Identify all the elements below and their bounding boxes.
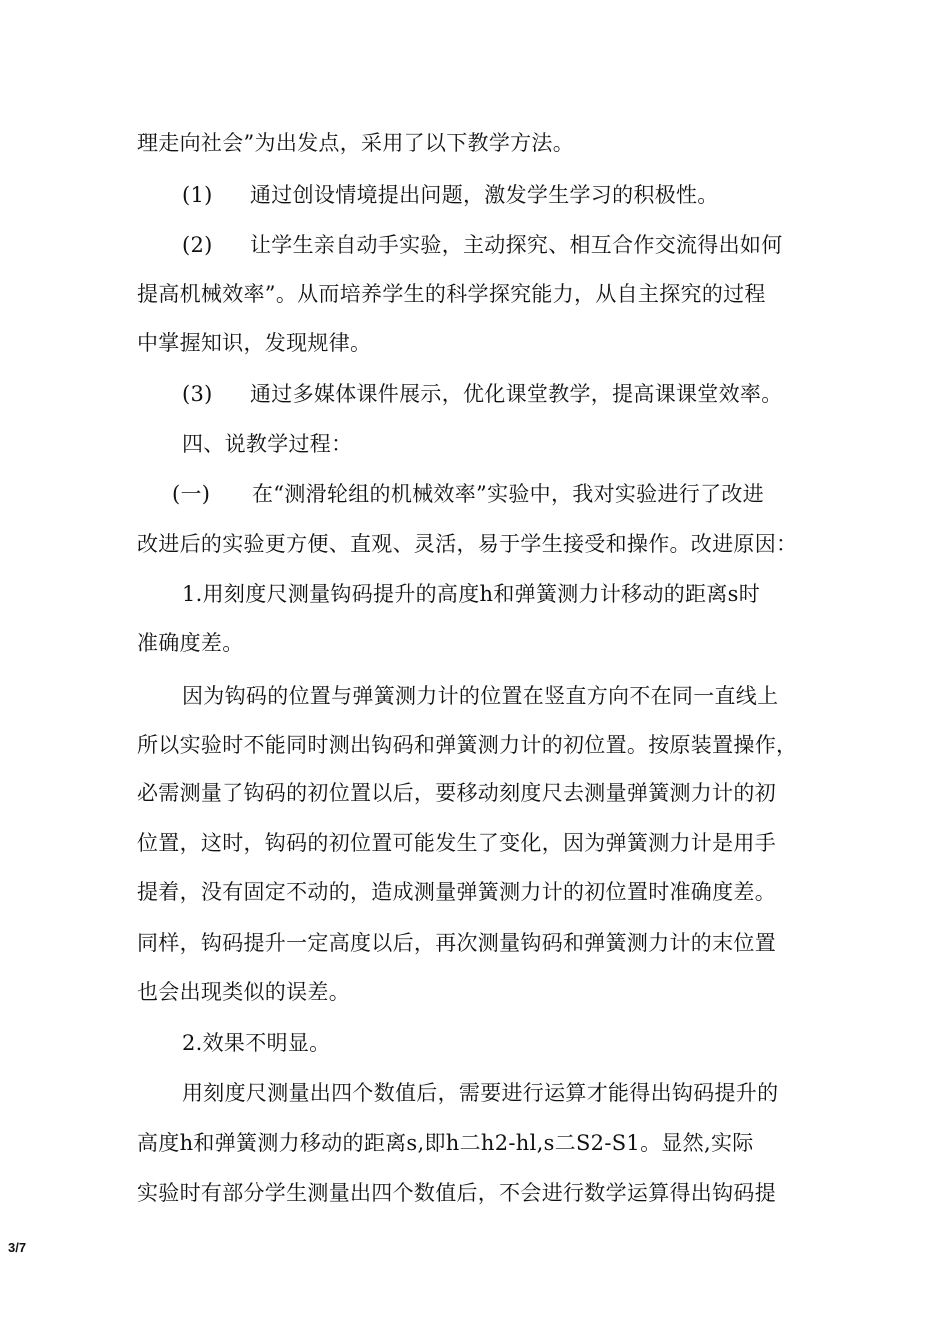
text-line: 提着，没有固定不动的，造成测量弹簧测力计的初位置时准确度差。 — [137, 880, 776, 904]
text-line: 位置，这时，钩码的初位置可能发生了变化，因为弹簧测力计是用手 — [137, 831, 776, 855]
list-item-1 — [182, 180, 719, 210]
text-line: 因为钩码的位置与弹簧测力计的位置在竖直方向不在同一直线上 — [182, 684, 779, 708]
text-line: 提高机械效率”。从而培养学生的科学探究能力，从自主探究的过程 — [137, 282, 766, 306]
text-line: 中掌握知识，发现规律。 — [137, 331, 372, 355]
list-item-2 — [182, 230, 783, 260]
subsection-text: 在“测滑轮组的机械效率”实验中，我对实验进行了改进 — [252, 482, 764, 506]
page-number: 3/7 — [8, 1240, 27, 1255]
text-line: 高度h和弹簧测力移动的距离s,即h二h2-hl,s二S2-S1。显然,实际 — [137, 1131, 754, 1155]
text-line: 2.效果不明显。 — [182, 1031, 331, 1055]
list-marker: (2) — [182, 233, 213, 257]
list-item-text: 通过创设情境提出问题，激发学生学习的积极性。 — [250, 183, 719, 207]
section-heading: 四、说教学过程： — [182, 432, 353, 456]
text-line: 必需测量了钩码的初位置以后，要移动刻度尺去测量弹簧测力计的初 — [137, 781, 776, 805]
text-line: 同样，钩码提升一定高度以后，再次测量钩码和弹簧测力计的末位置 — [137, 931, 776, 955]
text-line: 改进后的实验更方便、直观、灵活，易于学生接受和操作。改进原因： — [137, 532, 798, 556]
text-line: 实验时有部分学生测量出四个数值后，不会进行数学运算得出钩码提 — [137, 1181, 776, 1205]
text-line: 用刻度尺测量出四个数值后，需要进行运算才能得出钩码提升的 — [182, 1081, 779, 1105]
list-item-text: 通过多媒体课件展示，优化课堂教学，提高课课堂效率。 — [250, 382, 783, 406]
list-item-text: 让学生亲自动手实验，主动探究、相互合作交流得出如何 — [250, 233, 783, 257]
subsection-item — [172, 479, 764, 509]
text-line: 1.用刻度尺测量钩码提升的高度h和弹簧测力计移动的距离s时 — [182, 582, 761, 606]
subsection-marker: (一) — [172, 482, 211, 506]
list-marker: (1) — [182, 183, 213, 207]
list-item-3 — [182, 379, 783, 409]
text-line: 理走向社会”为出发点，采用了以下教学方法。 — [137, 131, 575, 155]
text-line: 也会出现类似的误差。 — [137, 980, 350, 1004]
text-line: 所以实验时不能同时测出钩码和弹簧测力计的初位置。按原装置操作， — [137, 733, 798, 757]
text-line: 准确度差。 — [137, 631, 244, 655]
list-marker: (3) — [182, 382, 213, 406]
